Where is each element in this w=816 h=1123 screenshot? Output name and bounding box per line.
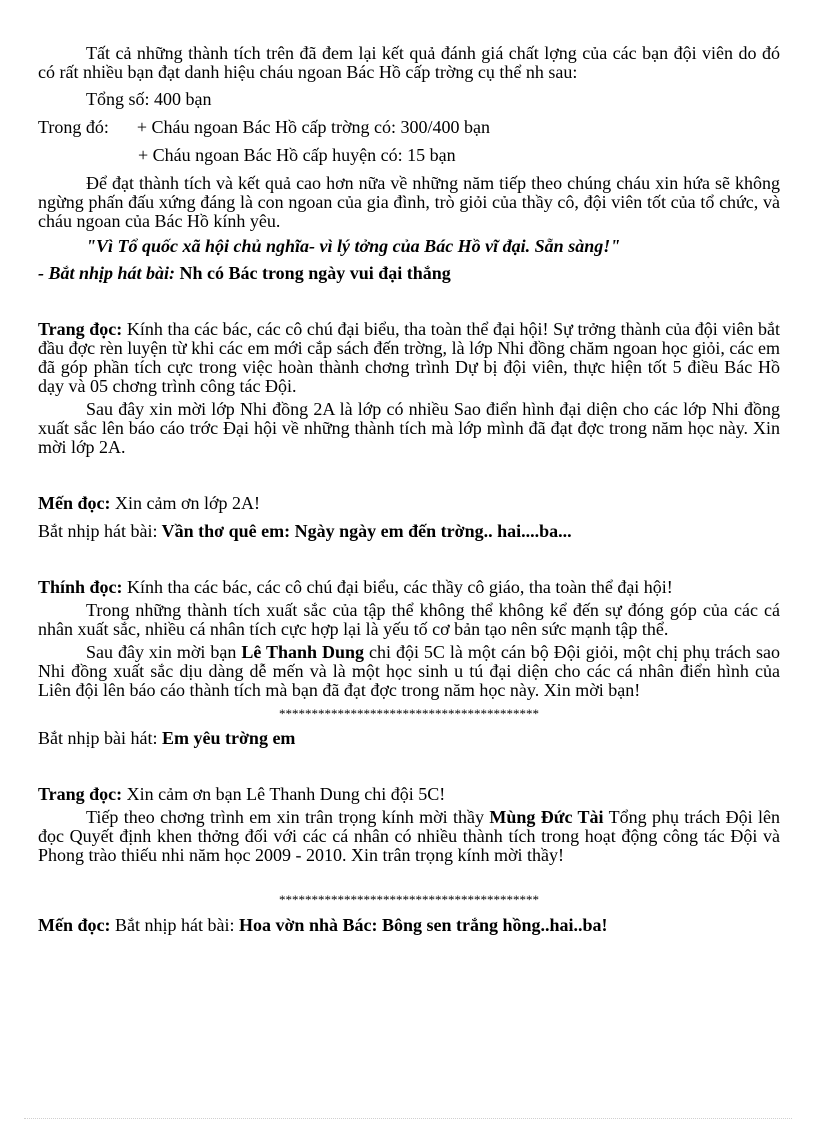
song-cue-label: Bắt nhịp hát bài:	[38, 521, 158, 541]
speaker-label: Trang đọc:	[38, 319, 123, 339]
song-title: Nh có Bác trong ngày vui đại thắng	[175, 263, 451, 283]
breakdown-district: + Cháu ngoan Bác Hồ cấp huyện có: 15 bạn	[138, 145, 456, 165]
person-name: Lê Thanh Dung	[241, 642, 365, 662]
speaker-text: Bắt nhịp hát bài:	[110, 915, 239, 935]
song-cue-label: - Bắt nhịp hát bài:	[38, 263, 176, 283]
speaker-thinh	[38, 578, 780, 597]
paragraph-individuals: Trong những thành tích xuất sắc của tập thể không thể không kể đến sự đóng góp của các cá nhân xuất sắc, nhiều cá nhân tích cực hợp lại là yếu tố cơ bản tạo nên sức mạnh tập thể.	[38, 600, 780, 639]
speaker-text: Xin cảm ơn lớp 2A!	[110, 493, 260, 513]
speaker-trang-2	[38, 785, 780, 804]
paragraph-promise: Để đạt thành tích và kết quả cao hơn nữa về những năm tiếp theo chúng cháu xin hứa sẽ không ngừng phấn đấu xứng đáng là con ngoan của gia đình, trò giỏi của thầy cô, đội viên tốt của tổ chức, và cháu ngoan của Bác Hồ kính yêu.	[38, 173, 780, 231]
document-page	[38, 44, 780, 935]
speaker-men-1	[38, 494, 780, 513]
slogan: "Vì Tổ quốc xã hội chủ nghĩa- vì lý tởng của Bác Hồ vĩ đại. Sẵn sàng!"	[86, 236, 621, 256]
breakdown-school: + Cháu ngoan Bác Hồ cấp trờng có: 300/400 bạn	[136, 117, 490, 137]
text-fragment: Tiếp theo chơng trình em xin trân trọng kính mời thầy	[86, 807, 490, 827]
paragraph-invite-2a: Sau đây xin mời lớp Nhi đồng 2A là lớp có nhiều Sao điển hình đại diện cho các lớp Nhi đồng xuất sắc lên báo cáo trớc Đại hội về những thành tích mà lớp mình đã đạt đợc trong năm học này. Xin mời lớp 2A.	[38, 399, 780, 457]
person-name: Mùng Đức Tài	[489, 807, 604, 827]
breakdown-label: Trong đó:	[38, 117, 109, 137]
star-divider: ****************************************	[279, 706, 539, 721]
speaker-label: Mến đọc:	[38, 915, 111, 935]
song-title: Em yêu trờng em	[157, 728, 296, 748]
speaker-label: Trang đọc:	[38, 784, 123, 804]
song-title: Vần thơ quê em: Ngày ngày em đến trờng.. hai....ba...	[157, 521, 572, 541]
breakdown-line-1	[38, 118, 780, 137]
song-title: Hoa vờn nhà Bác: Bông sen trắng hồng..hai..ba!	[238, 915, 608, 935]
song-cue-2	[38, 522, 780, 541]
speaker-text: Xin cảm ơn bạn Lê Thanh Dung chi đội 5C!	[122, 784, 446, 804]
total-count: Tổng số: 400 bạn	[86, 89, 212, 109]
speaker-trang-1	[38, 320, 780, 396]
speaker-label: Thính đọc:	[38, 577, 123, 597]
paragraph-invite-dung	[38, 643, 780, 700]
speaker-text: Kính tha các bác, các cô chú đại biểu, các thầy cô giáo, tha toàn thể đại hội!	[122, 577, 673, 597]
page-bottom-border	[24, 1118, 792, 1119]
song-cue-label: Bắt nhịp bài hát:	[38, 728, 158, 748]
star-divider: ****************************************	[279, 892, 539, 907]
speaker-text: Kính tha các bác, các cô chú đại biểu, tha toàn thể đại hội! Sự trởng thành của đội viên bắt đầu đợc rèn luyện từ khi các em mới cắp sách đến trờng, là lớp Nhi đồng chăm ngoan học giỏi, các em đã góp phần tích cực trong việc hoàn thành chơng trình Dự bị đội viên, thực hiện tốt 5 điều Bác Hồ dạy và 05 chơng trình công tác Đội.	[38, 319, 780, 396]
song-cue-1	[38, 264, 780, 283]
speaker-men-2	[38, 916, 780, 935]
song-cue-3	[38, 729, 780, 748]
paragraph-achievements: Tất cả những thành tích trên đã đem lại kết quả đánh giá chất lợng của các bạn đội viên do đó có rất nhiều bạn đạt danh hiệu cháu ngoan Bác Hồ cấp trờng cụ thể nh sau:	[38, 43, 780, 82]
text-fragment: Sau đây xin mời bạn	[86, 642, 242, 662]
paragraph-invite-teacher	[38, 808, 780, 865]
speaker-label: Mến đọc:	[38, 493, 111, 513]
text-fragment: Tổng phụ trách Đội lên đọc Quyết định khen thởng đối với các cá nhân có nhiều thành tích trong hoạt động công tác Đội và Phong trào thiếu nhi năm học 2009 - 2010. Xin trân trọng kính mời thầy!	[38, 807, 780, 865]
text-fragment: chi đội 5C là một cán bộ Đội giỏi, một chị phụ trách sao Nhi đồng xuất sắc dịu dàng dễ mến và là một học sinh u tú đại diện cho các cá nhân điển hình của Liên đội lên báo cáo thành tích mà bạn đã đạt đợc trong năm học này. Xin mời bạn!	[38, 642, 780, 700]
